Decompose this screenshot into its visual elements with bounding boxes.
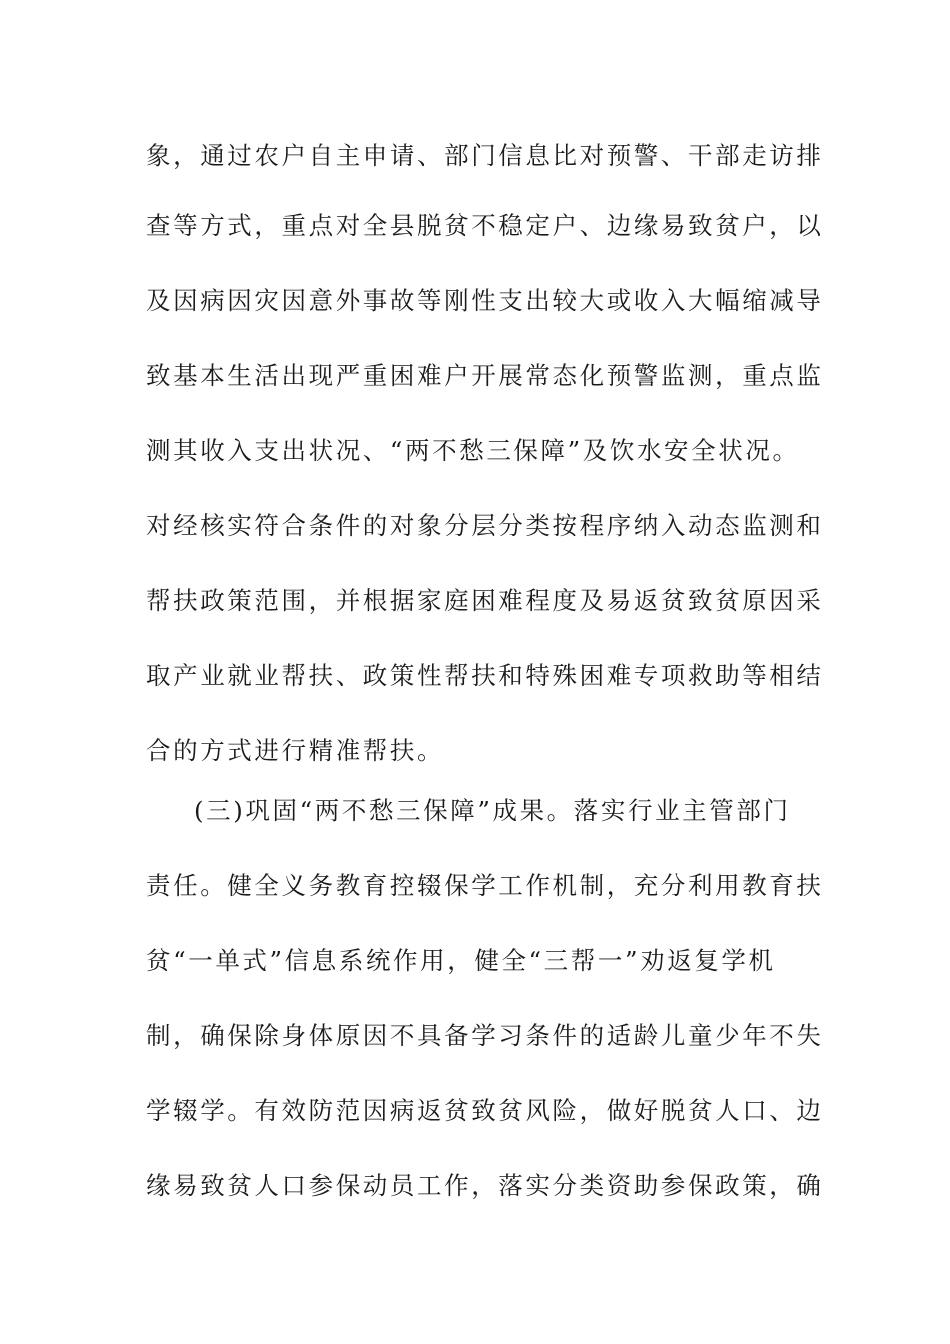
paragraph-line: 及因病因灾因意外事故等刚性支出较大或收入大幅缩减导 [146,286,824,315]
paragraph-line: 象，通过农户自主申请、部门信息比对预警、干部走访排 [146,141,824,170]
paragraph-line: 学辍学。有效防范因病返贫致贫风险，做好脱贫人口、边 [146,1096,824,1125]
paragraph-line: 缘易致贫人口参保动员工作，落实分类资助参保政策，确 [146,1171,824,1200]
paragraph-line: 制，确保除身体原因不具备学习条件的适龄儿童少年不失 [146,1021,824,1050]
paragraph-line: 帮扶政策范围，并根据家庭困难程度及易返贫致贫原因采 [146,586,824,615]
paragraph-line: 合的方式进行精准帮扶。 [146,736,445,765]
paragraph-line: 查等方式，重点对全县脱贫不稳定户、边缘易致贫户，以 [146,211,824,240]
section-heading-line: (三)巩固“两不愁三保障”成果。落实行业主管部门 [194,796,791,825]
paragraph-line: 责任。健全义务教育控辍保学工作机制，充分利用教育扶 [146,871,824,900]
paragraph-line: 贫“一单式”信息系统作用，健全“三帮一”劝返复学机 [146,946,776,975]
paragraph-line: 测其收入支出状况、“两不愁三保障”及饮水安全状况。 [146,436,800,465]
paragraph-line: 致基本生活出现严重困难户开展常态化预警监测，重点监 [146,361,824,390]
paragraph-line: 对经核实符合条件的对象分层分类按程序纳入动态监测和 [146,511,824,540]
paragraph-line: 取产业就业帮扶、政策性帮扶和特殊困难专项救助等相结 [146,661,824,690]
